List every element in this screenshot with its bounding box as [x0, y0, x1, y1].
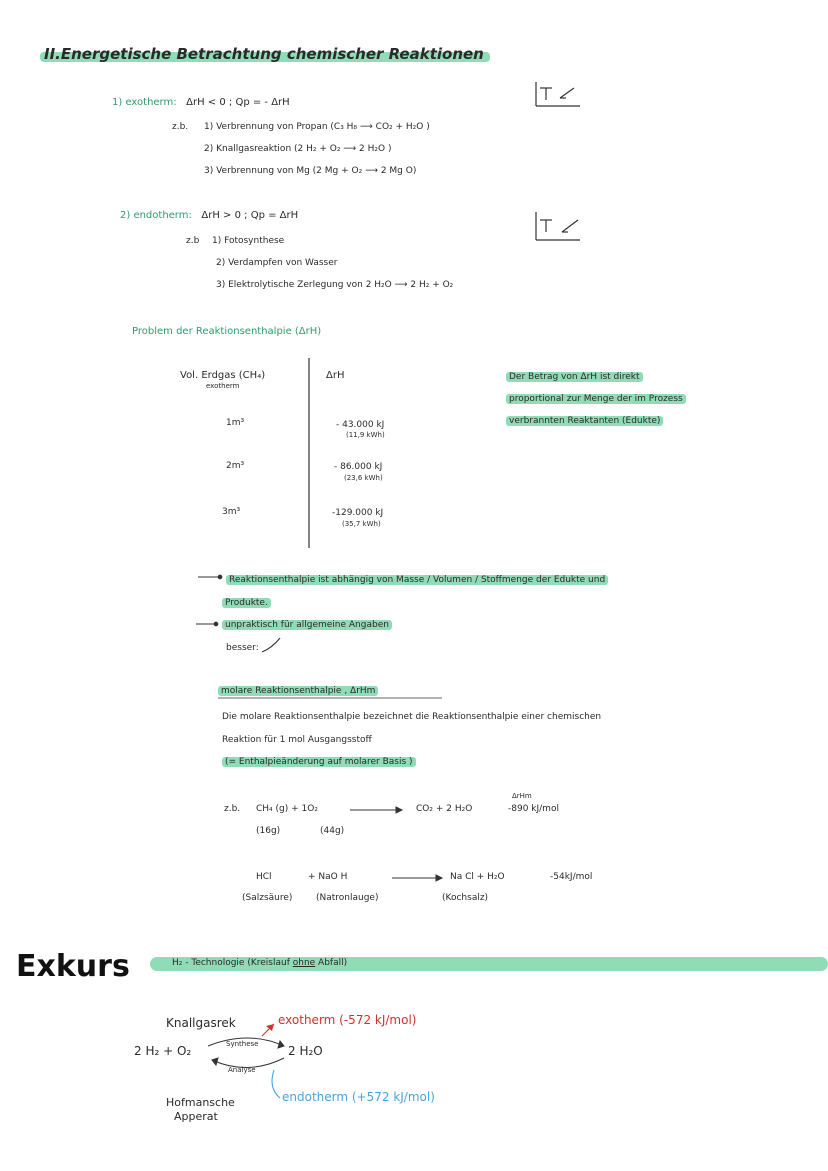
bullet-2 [222, 620, 392, 631]
example2-products: Na Cl + H₂O [450, 872, 505, 882]
endotherm-heading [120, 210, 298, 223]
bullet-1-line-2 [222, 598, 271, 609]
cycle-bottom-1: Hofmansche [166, 1096, 235, 1109]
example2-reactant-2: + NaO H [308, 872, 348, 882]
exkurs-banner-underline: ohne [292, 958, 316, 968]
table-row-1-kwh: (11,9 kWh) [346, 431, 385, 439]
example1-mass-2: (44g) [320, 826, 345, 836]
note-line-3-text: verbrannten Reaktanten (Edukte) [506, 416, 663, 426]
example2-name-3: (Kochsalz) [442, 893, 489, 903]
molar-line-1: Die molare Reaktionsenthalpie bezeichnet die Reaktionsenthalpie einer chemischen [222, 712, 602, 722]
example1-zb: z.b. [224, 804, 241, 814]
table-col1-sub: exotherm [206, 382, 240, 390]
exkurs-banner-prefix: H₂ - Technologie (Kreislauf [172, 958, 293, 968]
cycle-left: 2 H₂ + O₂ [134, 1044, 192, 1058]
cycle-top: Knallgasrek [166, 1016, 236, 1030]
exotherm-label: 1) exotherm: [112, 97, 177, 108]
table-col2-header: ΔrH [326, 370, 345, 381]
bullet-1-line-1-text: Reaktionsenthalpie ist abhängig von Masse / Volumen / Stoffmenge der Edukte und [226, 575, 608, 585]
endotherm-formula: ΔrH > 0 ; Qp = ΔrH [201, 210, 299, 221]
example1-mass-1: (16g) [256, 826, 281, 836]
page-title-text: II.Energetische Betrachtung chemischer Reaktionen [44, 45, 484, 63]
molar-line-2: Reaktion für 1 mol Ausgangsstoff [222, 735, 372, 745]
table-row-1-kj: - 43.000 kJ [336, 420, 385, 430]
example1-left: CH₄ (g) + 1O₂ [256, 804, 318, 814]
cycle-right: 2 H₂O [288, 1044, 323, 1058]
cycle-bottom-2: Apperat [174, 1110, 218, 1123]
exotherm-zb: z.b. [172, 122, 189, 132]
note-line-2-text: proportional zur Menge der im Prozess [506, 394, 686, 404]
table-row-3-vol: 3m³ [222, 507, 241, 517]
besser-label: besser: [226, 643, 259, 653]
problem-heading: Problem der Reaktionsenthalpie (ΔrH) [132, 326, 322, 337]
bullet-2-text: unpraktisch für allgemeine Angaben [222, 620, 392, 630]
table-col1-header: Vol. Erdgas (CH₄) [180, 370, 266, 381]
besser-arrow [262, 638, 280, 652]
endotherm-diagram-icon [536, 212, 580, 240]
table-row-3-kwh: (35,7 kWh) [342, 520, 381, 528]
note-line-3 [506, 416, 663, 427]
bullet-1-line-1 [226, 575, 608, 586]
table-row-1-vol: 1m³ [226, 418, 245, 428]
note-line-1 [506, 372, 643, 383]
cycle-analyse: Analyse [228, 1066, 256, 1074]
endotherm-item-3: 3) Elektrolytische Zerlegung von 2 H₂O ⟶ 2 H₂ + O₂ [216, 280, 454, 290]
example1-label: ΔrHm [512, 792, 532, 800]
table-row-2-kj: - 86.000 kJ [334, 462, 383, 472]
molar-heading [218, 686, 378, 697]
exotherm-item-1: 1) Verbrennung von Propan (C₃ H₈ ⟶ CO₂ + H₂O ) [204, 122, 430, 132]
example2-reactant-1: HCl [256, 872, 272, 882]
example2-name-1: (Salzsäure) [242, 893, 293, 903]
exotherm-item-3: 3) Verbrennung von Mg (2 Mg + O₂ ⟶ 2 Mg O) [204, 166, 417, 176]
endotherm-item-1: 1) Fotosynthese [212, 236, 285, 246]
example2-name-2: (Natronlauge) [316, 893, 379, 903]
exkurs-label: Exkurs [16, 949, 130, 984]
bullet-1-line-2-text: Produkte. [222, 598, 271, 608]
example1-right: CO₂ + 2 H₂O [416, 804, 473, 814]
example2-value: -54kJ/mol [550, 872, 593, 882]
endo-arrow [272, 1070, 280, 1098]
endotherm-zb: z.b [186, 236, 200, 246]
cycle-endotherm: endotherm (+572 kJ/mol) [282, 1090, 435, 1104]
table-row-2-kwh: (23,6 kWh) [344, 474, 383, 482]
cycle-synthese: Synthese [226, 1040, 259, 1048]
exotherm-diagram-icon [536, 82, 580, 106]
endotherm-label: 2) endotherm: [120, 210, 192, 221]
exkurs-banner-text [172, 958, 347, 969]
exkurs-banner-suffix: Abfall) [315, 958, 348, 968]
exotherm-formula: ΔrH < 0 ; Qp = - ΔrH [186, 97, 290, 108]
page-title [44, 45, 484, 64]
endotherm-item-2: 2) Verdampfen von Wasser [216, 258, 338, 268]
molar-line-3 [222, 757, 416, 768]
table-row-2-vol: 2m³ [226, 461, 245, 471]
note-line-1-text: Der Betrag von ΔrH ist direkt [506, 372, 643, 382]
bullet-arrows [196, 575, 222, 626]
table-row-3-kj: -129.000 kJ [332, 508, 384, 518]
cycle-exotherm: exotherm (-572 kJ/mol) [278, 1013, 417, 1027]
molar-heading-text: molare Reaktionsenthalpie , ΔrHm [218, 686, 378, 696]
molar-line-3-text: (= Enthalpieänderung auf molarer Basis ) [222, 757, 416, 767]
exotherm-item-2: 2) Knallgasreaktion (2 H₂ + O₂ ⟶ 2 H₂O ) [204, 144, 392, 154]
example1-value: -890 kJ/mol [508, 804, 559, 814]
note-line-2 [506, 394, 686, 405]
